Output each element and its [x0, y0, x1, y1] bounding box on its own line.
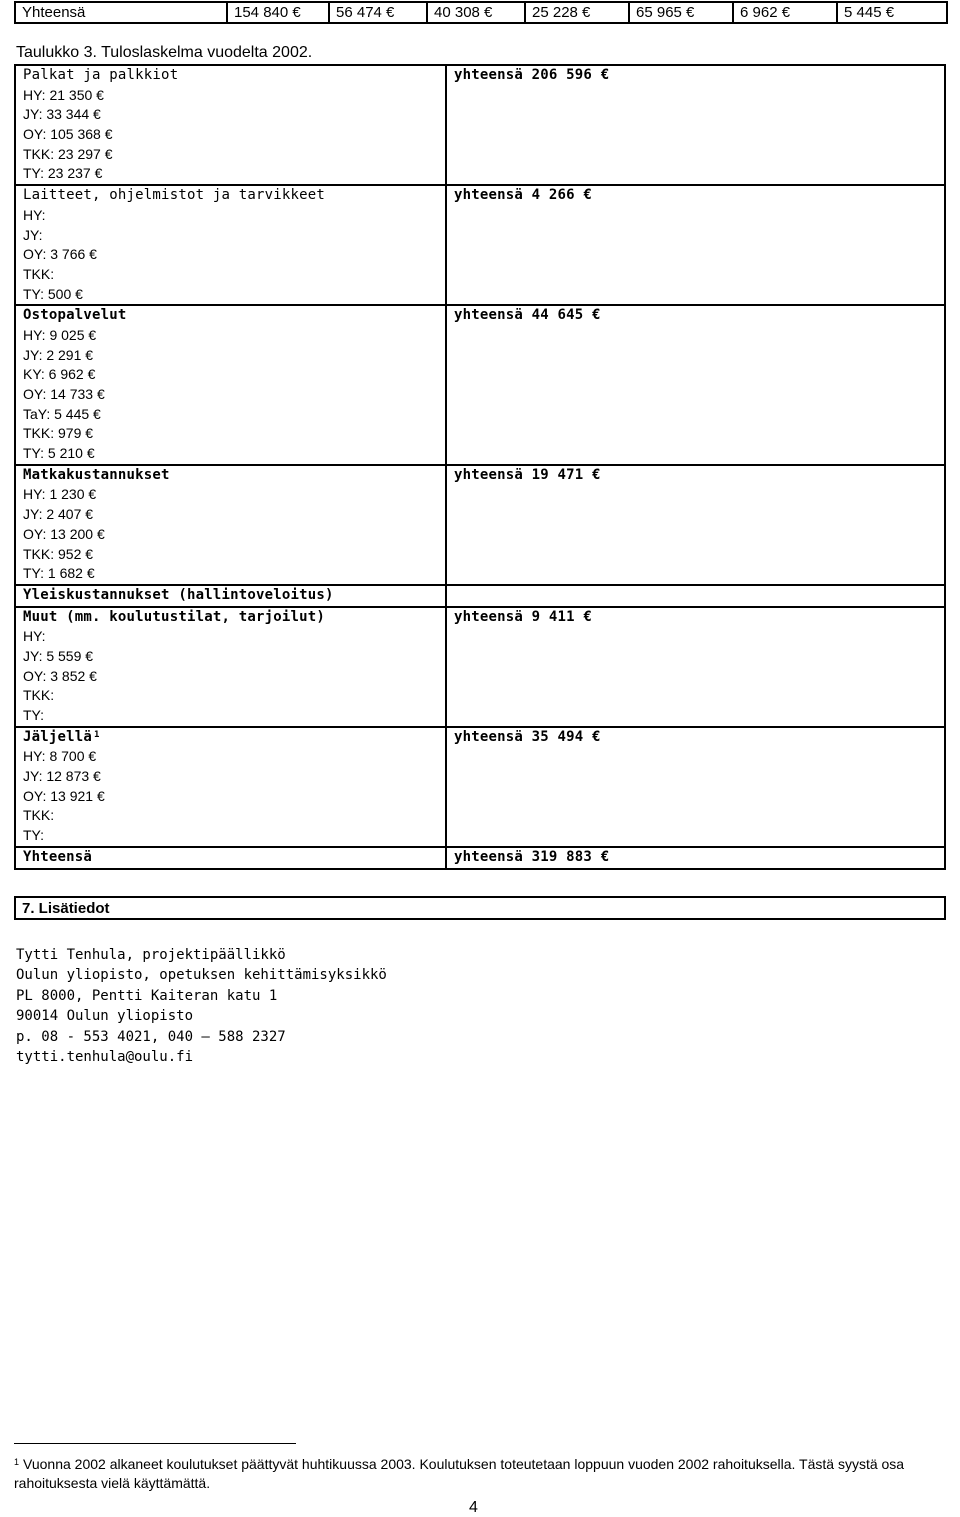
footnote-ref: 1 [94, 729, 100, 740]
list-item: TKK: 23 297 € [23, 145, 113, 162]
list-item: OY: 13 200 € [23, 525, 105, 542]
total-cell [446, 185, 945, 305]
list-item: TKK: [23, 807, 55, 824]
category-title: Ostopalvelut [23, 307, 127, 324]
category-cell [15, 465, 446, 585]
list-item: TY: [23, 707, 45, 723]
list-item: HY: 9 025 € [23, 326, 97, 343]
category-cell [15, 65, 446, 185]
table-row [15, 465, 945, 585]
contact-postal-code: 90014 Oulun yliopisto [16, 1008, 194, 1025]
totals-cell: 40 308 € [427, 2, 525, 23]
contact-address: PL 8000, Pentti Kaiteran katu 1 [16, 987, 278, 1004]
totals-cell: 154 840 € [227, 2, 329, 23]
list-item: TY: [23, 827, 45, 844]
category-title: Palkat ja palkkiot [23, 67, 179, 83]
category-total [454, 586, 937, 606]
category-title: Matkakustannukset [23, 466, 170, 483]
totals-table [14, 1, 948, 24]
list-item: HY: [23, 206, 46, 223]
list-item: TKK: [23, 265, 55, 282]
list-item: OY: 14 733 € [23, 386, 105, 402]
income-statement-table [14, 64, 946, 870]
list-item: TaY: 5 445 € [23, 405, 101, 422]
contact-organization: Oulun yliopisto, opetuksen kehittämisyksikkö [16, 967, 387, 984]
totals-cell: 25 228 € [525, 2, 629, 23]
table-row [15, 65, 945, 185]
list-item: JY: 2 407 € [23, 506, 94, 523]
table-row [15, 607, 945, 727]
category-total: yhteensä 206 596 € [454, 67, 610, 83]
section-heading: 7. Lisätiedot [14, 896, 946, 920]
contact-name: Tytti Tenhula, projektipäällikkö [16, 947, 286, 963]
grand-total: yhteensä 319 883 € [454, 848, 610, 865]
list-item: TY: 5 210 € [23, 445, 95, 462]
totals-label: Yhteensä [15, 2, 227, 23]
table-caption: Taulukko 3. Tuloslaskelma vuodelta 2002. [16, 44, 313, 61]
totals-row [15, 2, 947, 23]
list-item: OY: 13 921 € [23, 787, 105, 804]
list-item: JY: 5 559 € [23, 647, 94, 664]
contact-email: tytti.tenhula@oulu.fi [16, 1048, 194, 1065]
total-cell [446, 305, 945, 465]
category-total: yhteensä 4 266 € [454, 187, 593, 204]
contact-phone: p. 08 - 553 4021, 040 – 588 2327 [16, 1028, 286, 1045]
category-title [23, 728, 438, 748]
table-row [15, 727, 945, 847]
list-item: TKK: [23, 687, 55, 704]
category-total: yhteensä 9 411 € [454, 608, 593, 625]
list-item: HY: 1 230 € [23, 486, 97, 503]
list-item: TKK: 979 € [23, 425, 94, 442]
list-item: HY: 8 700 € [23, 748, 97, 765]
table-row [15, 847, 945, 869]
footnote-text: Vuonna 2002 alkaneet koulutukset päättyvät huhtikuussa 2003. Koulutuksen toteutetaan loppuun vuoden 2002 rahoituksella. Tästä syystä osa rahoituksesta vielä käyttämättä. [14, 1456, 905, 1491]
category-total: yhteensä 19 471 € [454, 466, 601, 483]
totals-cell: 6 962 € [733, 2, 837, 23]
total-cell [446, 65, 945, 185]
page-number: 4 [469, 1499, 478, 1516]
footnote-divider [14, 1443, 296, 1444]
category-title: Yhteensä [23, 848, 93, 865]
list-item: TY: 500 € [23, 285, 83, 302]
category-cell [15, 607, 446, 727]
list-item: HY: [23, 628, 46, 645]
list-item: TKK: 952 € [23, 545, 94, 562]
category-total: yhteensä 44 645 € [454, 307, 601, 324]
total-cell [446, 607, 945, 727]
total-cell [446, 585, 945, 607]
category-title-text: Jäljellä [23, 728, 93, 745]
totals-cell: 56 474 € [329, 2, 427, 23]
category-total: yhteensä 35 494 € [454, 728, 601, 745]
list-item: OY: 105 368 € [23, 126, 113, 143]
list-item: JY: 12 873 € [23, 768, 101, 785]
list-item: OY: 3 852 € [23, 667, 97, 684]
category-title: Muut (mm. koulutustilat, tarjoilut) [23, 608, 326, 625]
list-item: JY: 33 344 € [23, 106, 101, 123]
category-cell [15, 185, 446, 305]
list-item: OY: 3 766 € [23, 246, 97, 263]
table-row [15, 185, 945, 305]
total-cell [446, 465, 945, 585]
list-item: TY: 1 682 € [23, 565, 95, 582]
list-item: JY: [23, 226, 43, 243]
category-cell [15, 727, 446, 847]
list-item: HY: 21 350 € [23, 86, 104, 103]
list-item: KY: 6 962 € [23, 366, 96, 383]
category-cell [15, 585, 446, 607]
category-cell [15, 305, 446, 465]
footnote [14, 1455, 954, 1493]
category-title: Yleiskustannukset (hallintoveloitus) [23, 586, 334, 603]
list-item: TY: 23 237 € [23, 165, 103, 182]
totals-cell: 5 445 € [837, 2, 947, 23]
category-title: Laitteet, ohjelmistot ja tarvikkeet [23, 187, 326, 204]
table-row [15, 305, 945, 465]
contact-block [16, 945, 387, 1067]
list-item: JY: 2 291 € [23, 346, 94, 363]
total-cell [446, 727, 945, 847]
category-cell [15, 847, 446, 869]
table-row [15, 585, 945, 607]
totals-cell: 65 965 € [629, 2, 733, 23]
footnote-marker: 1 [14, 1457, 20, 1467]
total-cell [446, 847, 945, 869]
